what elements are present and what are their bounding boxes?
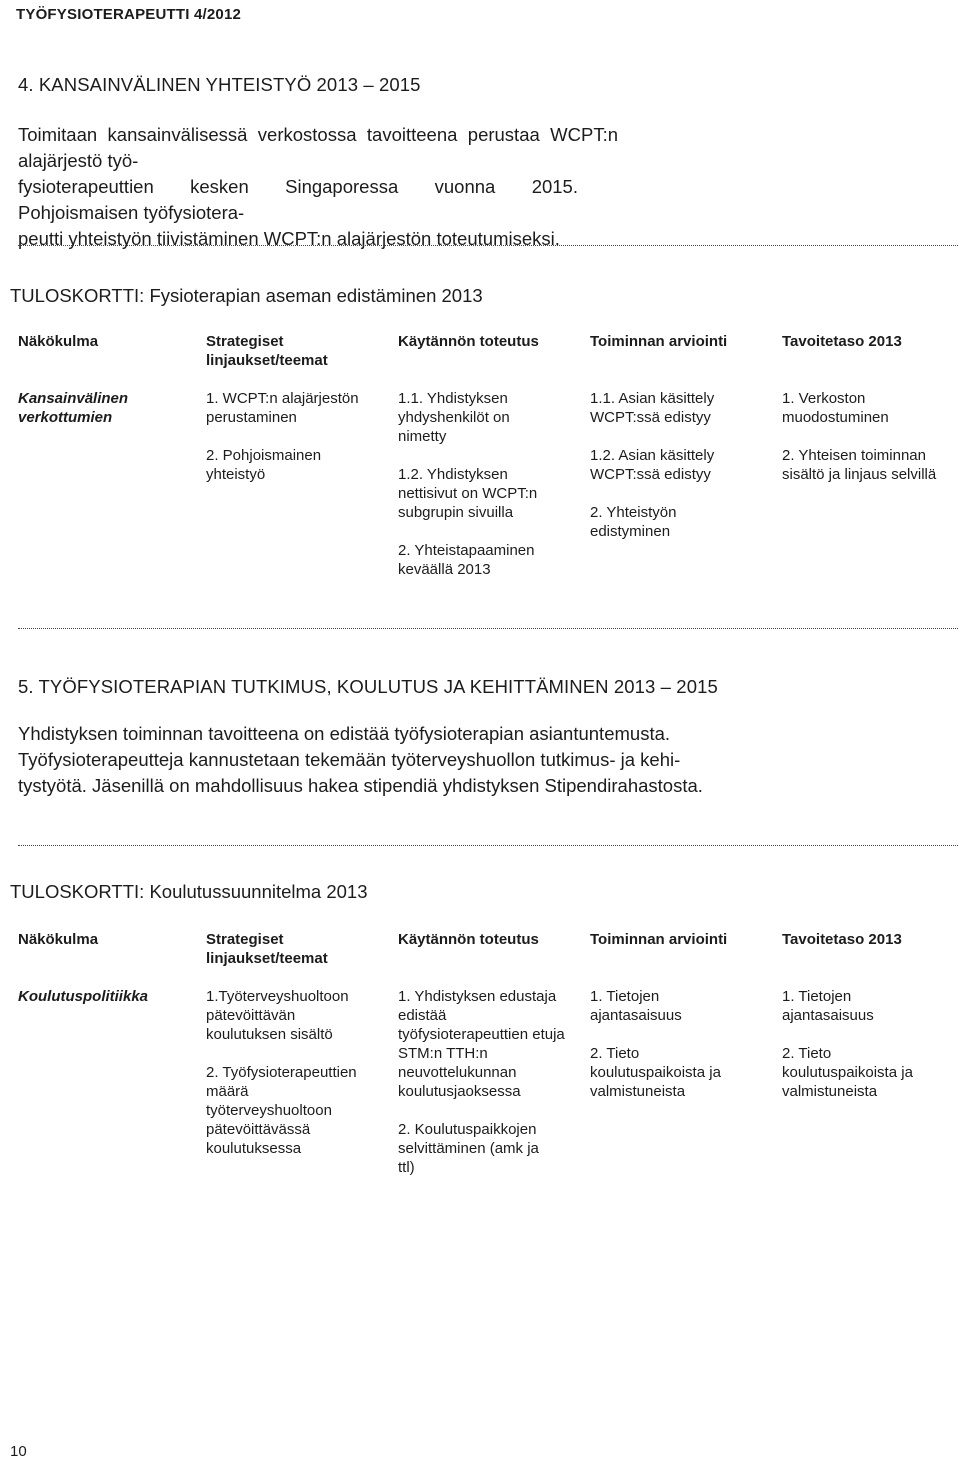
strategic-cell xyxy=(206,389,376,484)
strategic-item: 1.Työterveyshuoltoon pätevöittävän koulutuksen sisältö xyxy=(206,988,349,1043)
evaluation-item: 2. Tieto koulutuspaikoista ja valmistuneista xyxy=(590,1045,721,1100)
dotted-divider xyxy=(18,845,958,846)
practical-cell xyxy=(398,987,568,1177)
column-header-practical: Käytännön toteutus xyxy=(398,931,539,948)
practical-cell xyxy=(398,389,563,579)
column-header-target: Tavoitetaso 2013 xyxy=(782,333,902,350)
practical-item: 1.1. Yhdistyksen yhdyshenkilöt on nimetty xyxy=(398,390,510,445)
dotted-divider xyxy=(18,245,958,246)
paragraph-line: peutti yhteistyön tiivistäminen WCPT:n alajärjestön toteutumiseksi. xyxy=(18,228,560,249)
page-number: 10 xyxy=(10,1443,27,1460)
column-header-evaluation: Toiminnan arviointi xyxy=(590,931,728,948)
practical-item: 1.2. Yhdistyksen nettisivut on WCPT:n subgrupin sivuilla xyxy=(398,466,538,521)
evaluation-cell xyxy=(590,389,740,541)
column-header-perspective: Näkökulma xyxy=(18,931,99,948)
evaluation-item: 1. Tietojen ajantasaisuus xyxy=(590,988,682,1024)
column-header-target: Tavoitetaso 2013 xyxy=(782,931,902,948)
target-cell xyxy=(782,987,942,1101)
target-item: 1. Verkoston muodostuminen xyxy=(782,390,889,426)
section-5-paragraph xyxy=(18,721,718,799)
section-5-heading: 5. TYÖFYSIOTERAPIAN TUTKIMUS, KOULUTUS JA KEHITTÄMINEN 2013 – 2015 xyxy=(18,676,718,697)
section-4-paragraph xyxy=(18,122,618,252)
column-header-evaluation: Toiminnan arviointi xyxy=(590,333,728,350)
strategic-cell xyxy=(206,987,374,1158)
perspective-cell: Kansainvälinen verkottumien xyxy=(18,390,129,426)
evaluation-cell xyxy=(590,987,750,1101)
column-header-practical: Käytännön toteutus xyxy=(398,333,539,350)
scorecard-2-title: TULOSKORTTI: Koulutussuunnitelma 2013 xyxy=(10,881,368,902)
dotted-divider xyxy=(18,628,958,629)
evaluation-item: 2. Yhteistyön edistyminen xyxy=(590,504,677,540)
running-header: TYÖFYSIOTERAPEUTTI 4/2012 xyxy=(16,6,242,23)
target-cell xyxy=(782,389,952,484)
column-header-strategic: Strategiset linjaukset/teemat xyxy=(206,333,328,369)
paragraph-line: fysioterapeuttien kesken Singaporessa vuonna 2015. Pohjoismaisen työfysiotera- xyxy=(18,176,578,223)
scorecard-1-title: TULOSKORTTI: Fysioterapian aseman edistäminen 2013 xyxy=(10,285,483,306)
paragraph-line: Toimitaan kansainvälisessä verkostossa tavoitteena perustaa WCPT:n alajärjestö työ- xyxy=(18,124,618,171)
practical-item: 2. Yhteistapaaminen keväällä 2013 xyxy=(398,542,535,578)
target-item: 2. Tieto koulutuspaikoista ja valmistuneista xyxy=(782,1045,913,1100)
column-header-perspective: Näkökulma xyxy=(18,333,99,350)
practical-item: 1. Yhdistyksen edustaja edistää työfysioterapeuttien etuja STM:n TTH:n neuvottelukunnan koulutusjaoksessa xyxy=(398,988,565,1100)
paragraph-line: Työfysioterapeutteja kannustetaan tekemään työterveyshuollon tutkimus- ja kehi- xyxy=(18,749,681,770)
strategic-item: 2. Pohjoismainen yhteistyö xyxy=(206,447,322,483)
target-item: 1. Tietojen ajantasaisuus xyxy=(782,988,874,1024)
target-item: 2. Yhteisen toiminnan sisältö ja linjaus selvillä xyxy=(782,447,937,483)
strategic-item: 2. Työfysioterapeuttien määrä työterveyshuoltoon pätevöittävässä koulutuksessa xyxy=(206,1064,357,1157)
practical-item: 2. Koulutuspaikkojen selvittäminen (amk ja ttl) xyxy=(398,1121,539,1176)
column-header-strategic: Strategiset linjaukset/teemat xyxy=(206,931,328,967)
perspective-cell: Koulutuspolitiikka xyxy=(18,988,149,1005)
strategic-item: 1. WCPT:n alajärjestön perustaminen xyxy=(206,390,359,426)
paragraph-line: Yhdistyksen toiminnan tavoitteena on edistää työfysioterapian asiantuntemusta. xyxy=(18,723,671,744)
paragraph-line: tystyötä. Jäsenillä on mahdollisuus hakea stipendiä yhdistyksen Stipendirahastosta. xyxy=(18,775,703,796)
evaluation-item: 1.1. Asian käsittely WCPT:ssä edistyy xyxy=(590,390,715,426)
evaluation-item: 1.2. Asian käsittely WCPT:ssä edistyy xyxy=(590,447,715,483)
section-4-heading: 4. KANSAINVÄLINEN YHTEISTYÖ 2013 – 2015 xyxy=(18,74,421,95)
